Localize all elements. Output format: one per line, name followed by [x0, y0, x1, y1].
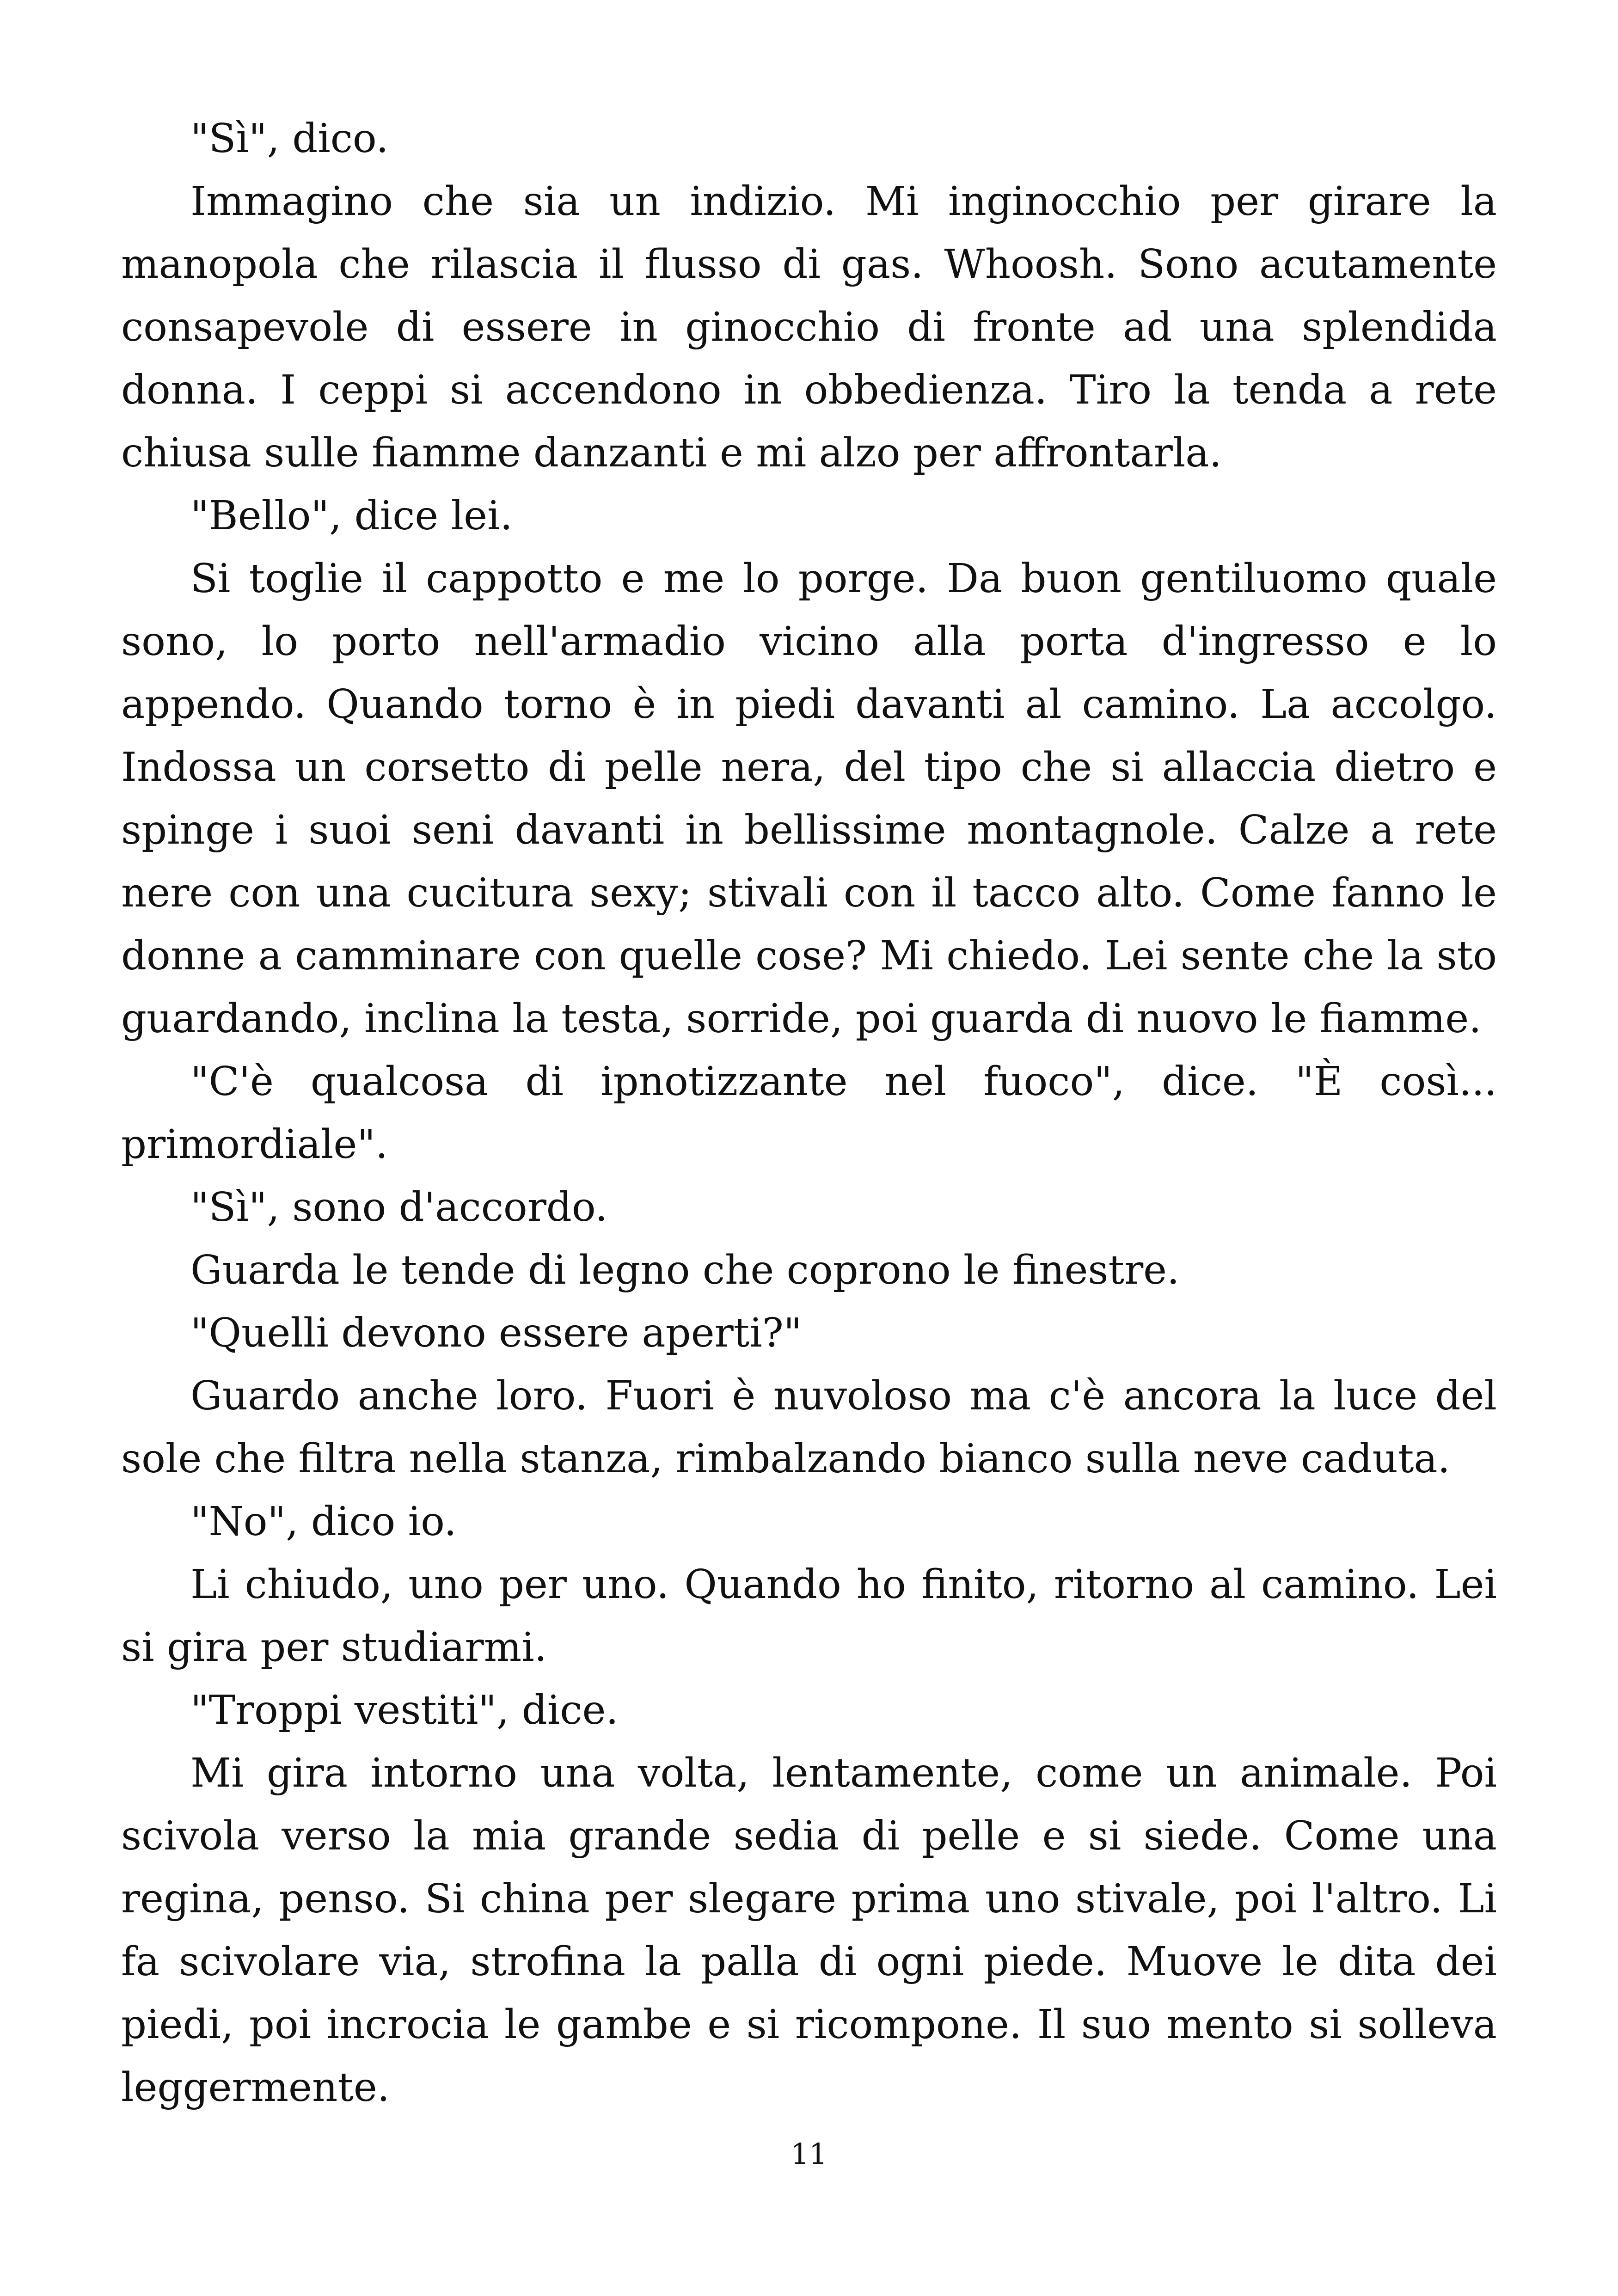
paragraph: "Bello", dice lei. — [190, 493, 513, 539]
paragraph: Mi gira intorno una volta, lentamente, come un animale. Poi scivola verso la mia grande sedia di pelle e si siede. Come una regina, penso. Si china per slegare prima uno stivale, poi l'altro. Li fa scivolare via, strofina la palla di ogni piede. Muove le dita dei piedi, poi incrocia le gambe e si ricompone. Il suo mento si solleva leggermente. — [121, 1750, 1497, 2111]
paragraph: Si toglie il cappotto e me lo porge. Da buon gentiluomo quale sono, lo porto nell'armadio vicino alla porta d'ingresso e lo appendo. Quando torno è in piedi davanti al camino. La accolgo. Indossa un corsetto di pelle nera, del tipo che si allaccia dietro e spinge i suoi seni davanti in bellissime montagnole. Calze a rete nere con una cucitura sexy; stivali con il tacco alto. Come fanno le donne a camminare con quelle cose? Mi chiedo. Lei sente che la sto guardando, inclina la testa, sorride, poi guarda di nuovo le fiamme. — [121, 556, 1497, 1042]
paragraph: "Quelli devono essere aperti?" — [190, 1310, 802, 1356]
paragraph: Li chiudo, uno per uno. Quando ho finito, ritorno al camino. Lei si gira per studiarmi. — [121, 1561, 1497, 1671]
paragraph: "No", dico io. — [190, 1499, 457, 1545]
paragraph: "Sì", sono d'accordo. — [190, 1184, 608, 1231]
page-number: 11 — [791, 2137, 827, 2171]
paragraph: "Troppi vestiti", dice. — [190, 1687, 619, 1733]
paragraph: Immagino che sia un indizio. Mi inginocchio per girare la manopola che rilascia il flusso di gas. Whoosh. Sono acutamente consapevole di essere in ginocchio di fronte ad una splendida donna. I ceppi si accendono in obbedienza. Tiro la tenda a rete chiusa sulle fiamme danzanti e mi alzo per affrontarla. — [121, 178, 1497, 476]
paragraph: Guardo anche loro. Fuori è nuvoloso ma c'è ancora la luce del sole che filtra nella stanza, rimbalzando bianco sulla neve caduta. — [121, 1373, 1497, 1482]
paragraph: "C'è qualcosa di ipnotizzante nel fuoco", dice. "È così... primordiale". — [121, 1059, 1497, 1168]
paragraph: Guarda le tende di legno che coprono le finestre. — [190, 1247, 1180, 1293]
body-text — [121, 107, 1497, 2119]
paragraph: "Sì", dico. — [190, 116, 389, 162]
